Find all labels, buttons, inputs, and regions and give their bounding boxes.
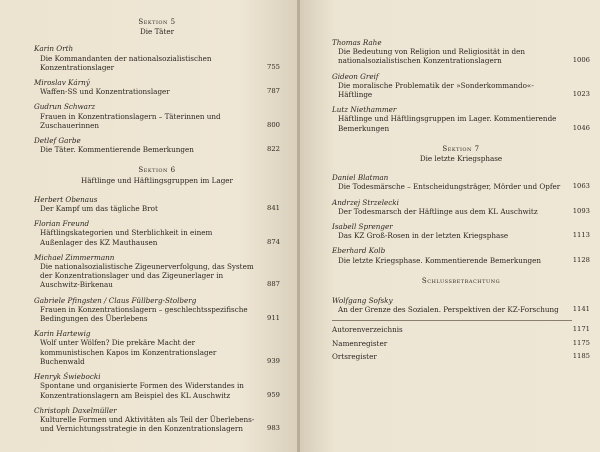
entry-title: Die letzte Kriegsphase. Kommentierende Bemerkungen [338, 255, 541, 265]
left-page [0, 0, 298, 452]
entry-author: Detlef Garbe [34, 136, 81, 146]
entry-title: Häftlingskategorien und Sterblichkeit in einem Außenlager des KZ Mauthausen [40, 228, 213, 247]
toc-entry [34, 296, 280, 324]
section-heading [332, 145, 590, 163]
entry-page-number: 800 [267, 120, 280, 129]
entry-title: Wolf unter Wölfen? Die prekäre Macht der kommunistischen Kapos im Konzentrationslager Buchenwald [40, 338, 217, 366]
entry-page-number: 874 [267, 237, 280, 246]
entry-author: Gideon Greif [332, 71, 379, 81]
entry-title: An der Grenze des Sozialen. Perspektiven der KZ-Forschung [338, 305, 559, 315]
entry-author: Gudrun Schwarz [34, 102, 96, 112]
register-line [332, 339, 590, 348]
right-page-content [332, 38, 590, 365]
entry-page-number: 1113 [572, 231, 590, 240]
left-page-content [34, 14, 280, 439]
entry-author: Henryk Świebocki [34, 372, 101, 382]
entry-author: Lutz Niethammer [332, 105, 397, 115]
entry-page-number: 983 [267, 424, 280, 433]
toc-entry [332, 173, 590, 191]
entry-title-line [34, 262, 280, 290]
toc-entry [332, 198, 590, 216]
entry-title: Die Todesmärsche – Entscheidungsträger, Mörder und Opfer [338, 182, 561, 192]
entry-title: Die moralische Problematik der »Sonderkommando«-Häftlinge [338, 80, 534, 100]
entry-page-number: 1006 [572, 56, 590, 65]
entry-page-number: 1093 [572, 206, 590, 215]
entry-title: Das KZ Groß-Rosen in der letzten Kriegsphase [338, 231, 509, 241]
entry-author: Gabriele Pfingsten / Claus Füllberg-Stolberg [34, 295, 197, 305]
toc-entry [332, 38, 590, 66]
entry-page-number: 911 [267, 314, 280, 323]
section-number: Sektion 6 [138, 166, 176, 175]
section-number: Sektion 7 [442, 144, 480, 153]
toc-entry [34, 406, 280, 434]
entry-page-number: 887 [267, 280, 280, 289]
entry-page-number: 1023 [572, 90, 590, 99]
register-label: Ortsregister [332, 351, 377, 361]
entry-title-line [332, 207, 590, 216]
entry-title-line [332, 47, 590, 65]
entry-title: Häftlinge und Häftlingsgruppen im Lager. Kommentierende Bemerkungen [338, 114, 557, 133]
entry-title: Waffen-SS und Konzentrationslager [40, 87, 170, 97]
entry-title-line [332, 231, 590, 240]
entry-author: Eberhard Kolb [332, 246, 386, 256]
entry-title-line [332, 305, 590, 314]
entry-title-line [34, 228, 280, 246]
entry-title-line [34, 381, 280, 399]
toc-entry [34, 44, 280, 72]
entry-title: Der Todesmarsch der Häftlinge aus dem KL Auschwitz [338, 206, 538, 216]
entry-title-line [34, 415, 280, 433]
entry-title-line [332, 256, 590, 265]
closing-heading: Schlussbetrachtung [421, 276, 501, 285]
section-title: Die letzte Kriegsphase [419, 154, 503, 164]
entry-page-number: 1046 [572, 123, 590, 132]
section-heading [34, 166, 280, 184]
right-page [300, 0, 600, 452]
entry-author: Daniel Blatman [332, 173, 389, 183]
entry-title: Kulturelle Formen und Aktivitäten als Teil der Überlebens- und Vernichtungsstrategie in den Konzentrationslagern [40, 414, 255, 434]
entry-page-number: 841 [267, 204, 280, 213]
section-heading [34, 18, 280, 36]
entry-author: Thomas Rahe [332, 38, 382, 47]
register-page-number: 1175 [572, 338, 590, 347]
toc-entry [34, 195, 280, 213]
register-label: Autorenverzeichnis [332, 325, 403, 335]
entry-author: Herbert Obenaus [34, 194, 98, 204]
entry-author: Florian Freund [34, 219, 90, 229]
entry-page-number: 1063 [572, 182, 590, 191]
entry-title: Die Kommandanten der nationalsozialistischen Konzentrationslager [40, 53, 212, 72]
toc-entry [34, 136, 280, 154]
entry-author: Miroslav Kárný [34, 78, 90, 88]
section-number: Sektion 5 [138, 18, 176, 26]
entry-title: Frauen in Konzentrationslagern – geschlechtsspezifische Bedingungen des Überlebens [40, 304, 248, 324]
toc-entry [34, 219, 280, 247]
entry-title-line [34, 338, 280, 366]
entry-title-line [332, 182, 590, 191]
entry-page-number: 939 [267, 356, 280, 365]
entry-page-number: 755 [267, 62, 280, 71]
entry-title-line [332, 114, 590, 132]
toc-entry [34, 102, 280, 130]
entry-title: Die Bedeutung von Religion und Religiosität in den nationalsozialistischen Konzentrationslagern [338, 47, 526, 66]
entry-title-line [34, 204, 280, 213]
register-line [332, 325, 590, 334]
entry-author: Andrzej Strzelecki [332, 197, 399, 207]
toc-entry [34, 372, 280, 400]
entry-title-line [34, 87, 280, 96]
entry-title: Der Kampf um das tägliche Brot [40, 204, 158, 214]
toc-entry [34, 253, 280, 290]
entry-author: Michael Zimmermann [34, 252, 115, 262]
register-label: Namenregister [332, 338, 388, 348]
entry-page-number: 1128 [572, 255, 590, 264]
toc-entry [332, 105, 590, 133]
entry-title-line [332, 81, 590, 99]
entry-title: Die Täter. Kommentierende Bemerkungen [40, 145, 194, 155]
entry-title: Frauen in Konzentrationslagern – Täterinnen und Zuschauerinnen [40, 111, 221, 130]
entry-title-line [34, 305, 280, 323]
entry-page-number: 822 [267, 145, 280, 154]
entry-title: Die nationalsozialistische Zigeunerverfolgung, das System der Konzentrationslager und das Zigeunerlager in Auschwitz-Birkenau [40, 262, 254, 290]
entry-author: Isabell Sprenger [332, 222, 393, 232]
toc-entry [332, 72, 590, 100]
entry-page-number: 1141 [572, 305, 590, 314]
toc-entry [332, 296, 590, 314]
entry-page-number: 787 [267, 87, 280, 96]
register-page-number: 1171 [572, 325, 590, 334]
register-page-number: 1185 [572, 351, 590, 360]
entry-title-line [34, 112, 280, 130]
section-title: Häftlinge und Häftlingsgruppen im Lager [80, 175, 233, 185]
register-line [332, 352, 590, 361]
toc-entry [34, 78, 280, 96]
section-heading [332, 277, 590, 286]
register-divider [332, 320, 572, 321]
entry-title: Spontane und organisierte Formen des Widerstandes in Konzentrationslagern am Beispiel des KL Auschwitz [40, 381, 244, 400]
entry-title-line [34, 54, 280, 72]
entry-author: Karin Hartewig [34, 329, 91, 339]
toc-entry [332, 222, 590, 240]
entry-page-number: 959 [267, 390, 280, 399]
section-title: Die Täter [139, 27, 175, 37]
entry-author: Christoph Daxelmüller [34, 405, 117, 415]
toc-entry [332, 246, 590, 264]
entry-author: Karin Orth [34, 44, 74, 54]
entry-author: Wolfgang Sofsky [332, 296, 393, 306]
toc-entry [34, 329, 280, 366]
entry-title-line [34, 145, 280, 154]
